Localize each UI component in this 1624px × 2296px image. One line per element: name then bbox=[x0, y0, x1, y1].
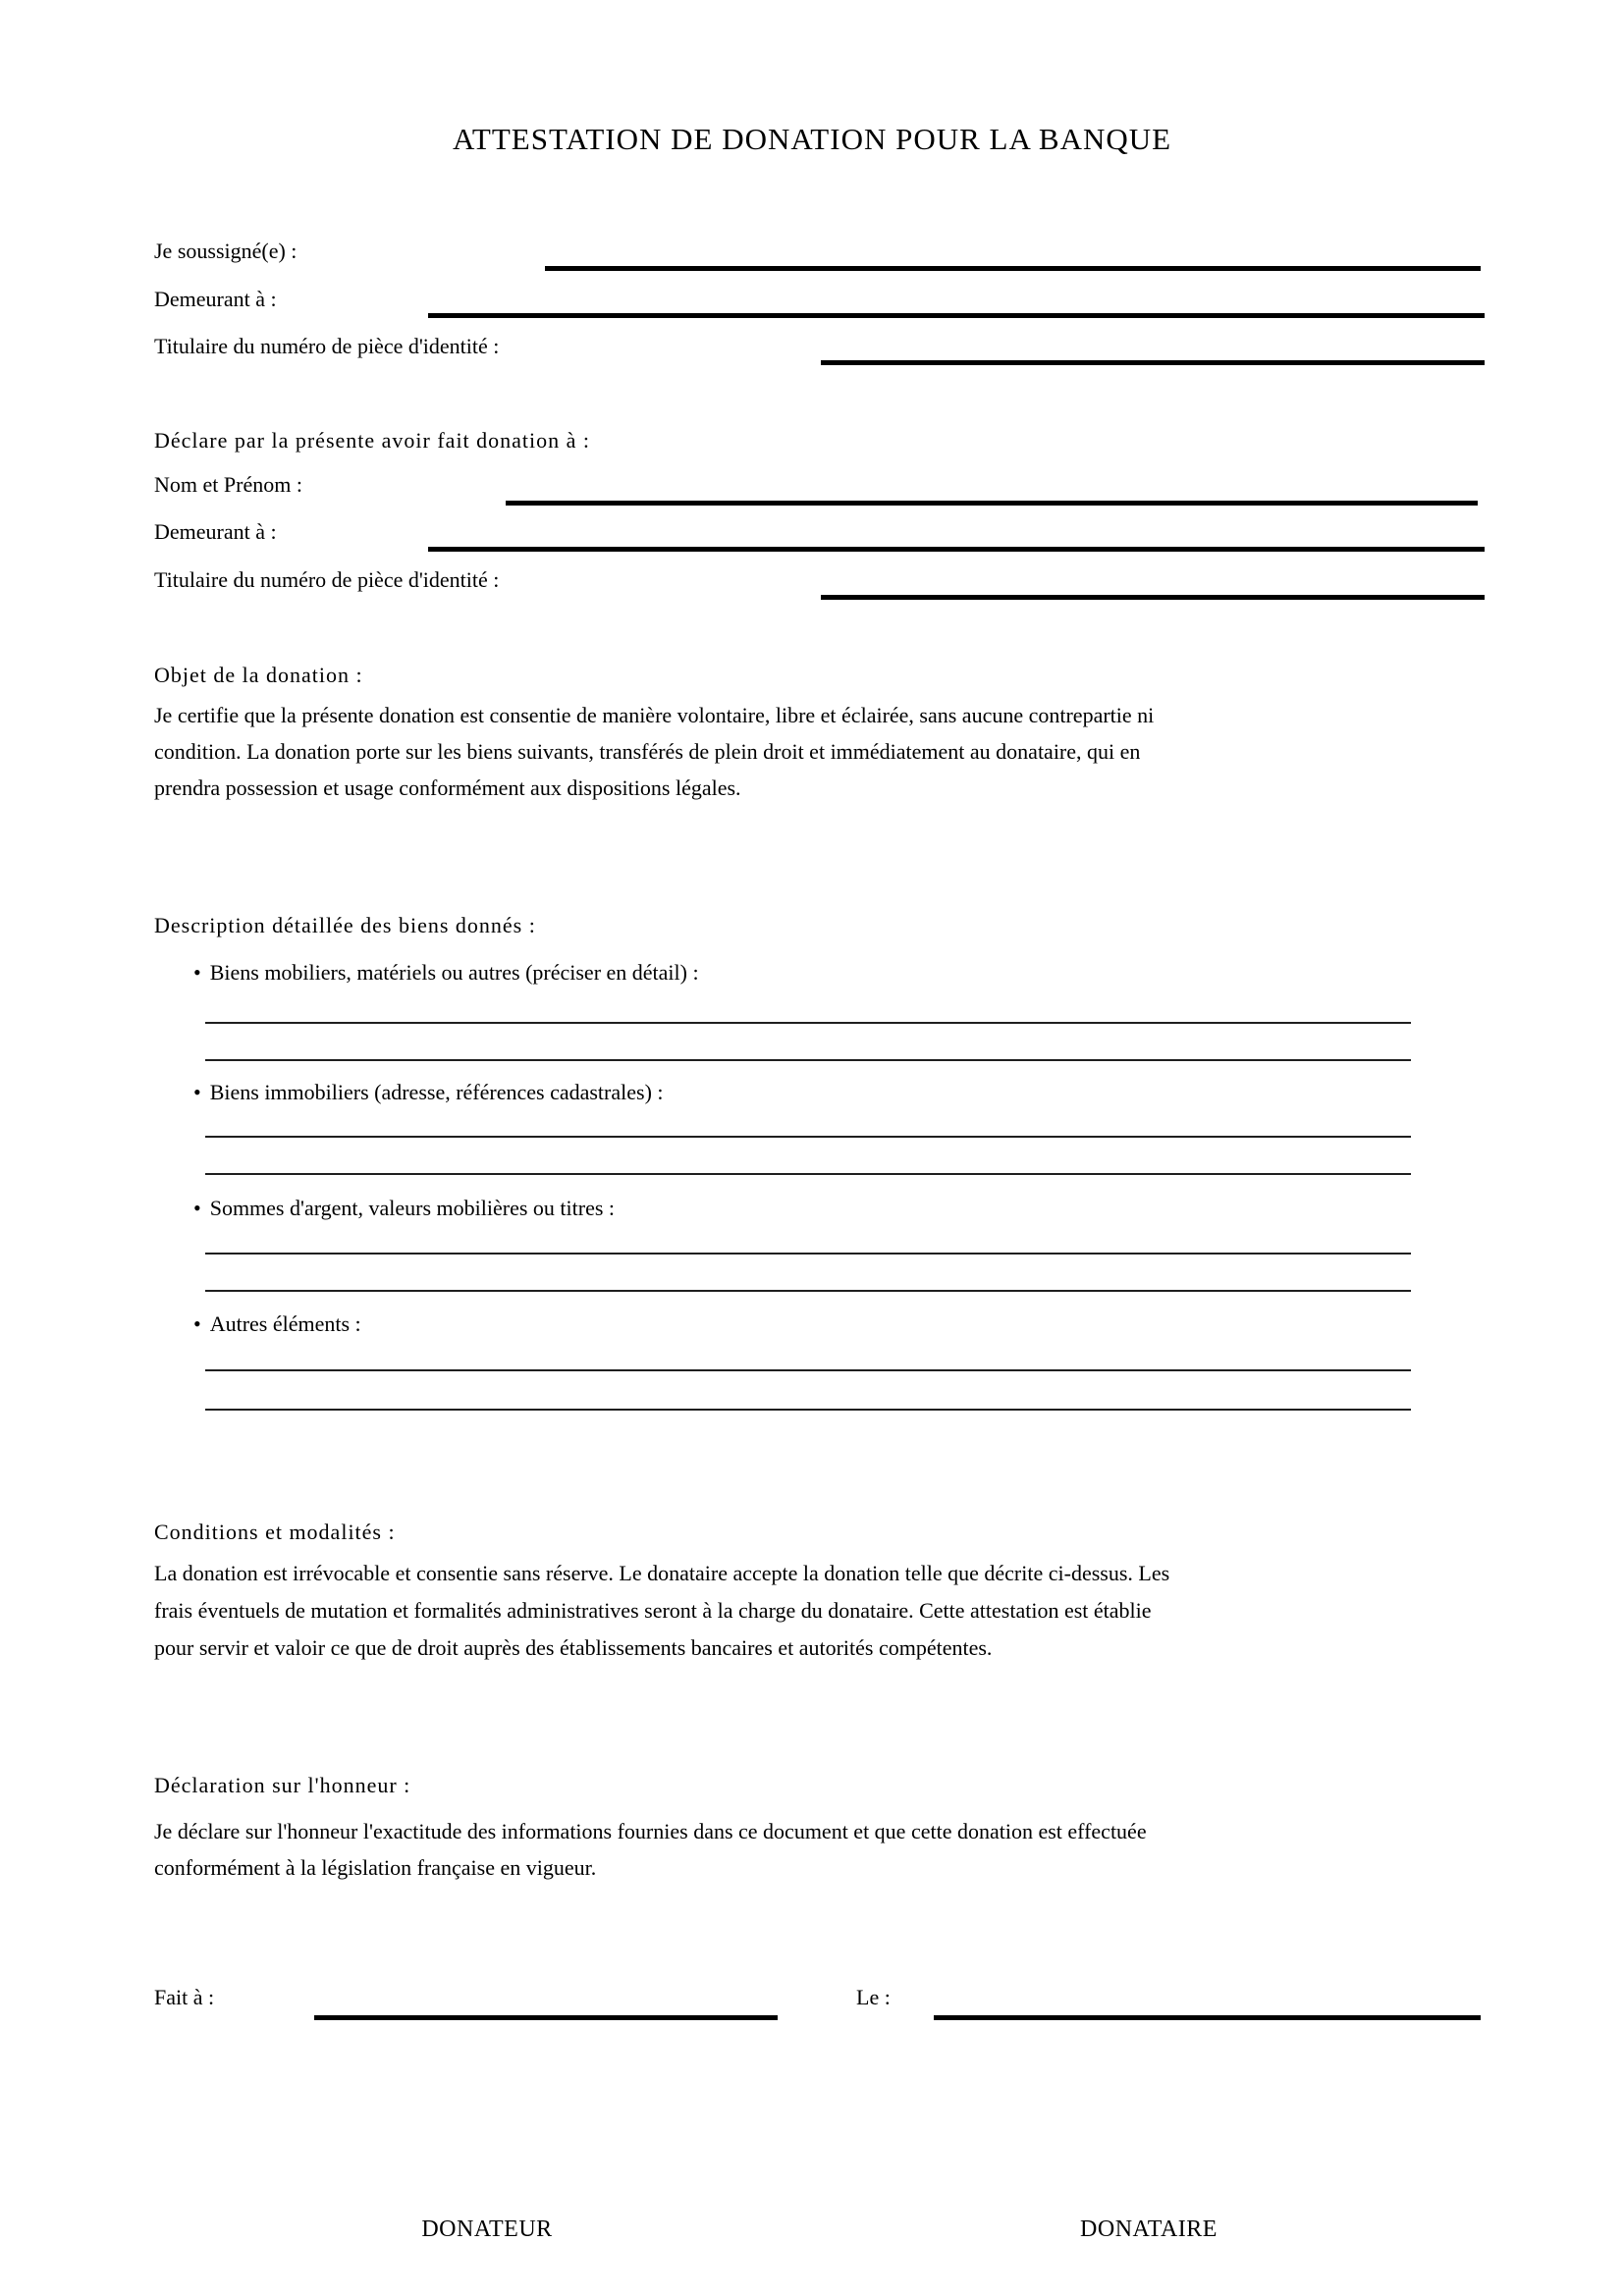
donee-name-line[interactable] bbox=[506, 501, 1478, 506]
donee-id-line[interactable] bbox=[821, 595, 1485, 600]
biens-immobiliers-write-line-2[interactable] bbox=[205, 1173, 1411, 1175]
donor-address-label: Demeurant à : bbox=[154, 287, 277, 311]
signature-caption-donateur: DONATEUR bbox=[421, 2216, 553, 2242]
autres-elements-write-line-1[interactable] bbox=[205, 1369, 1411, 1371]
description-heading: Description détaillée des biens donnés : bbox=[154, 913, 536, 937]
honor-paragraph-line: conformément à la législation française en vigueur. bbox=[154, 1855, 597, 1880]
autres-elements-write-line-2[interactable] bbox=[205, 1409, 1411, 1411]
donee-name-label: Nom et Prénom : bbox=[154, 472, 302, 497]
bullet-label: Biens mobiliers, matériels ou autres (préciser en détail) : bbox=[209, 960, 699, 985]
donor-address-line[interactable] bbox=[428, 313, 1485, 318]
bullet-icon: • bbox=[193, 960, 201, 985]
bullet-item-sommes-argent bbox=[193, 1196, 615, 1221]
le-label: Le : bbox=[856, 1985, 891, 2009]
object-paragraph-line: Je certifie que la présente donation est consentie de manière volontaire, libre et éclairée, sans aucune contrepartie ni bbox=[154, 703, 1155, 727]
bullet-item-biens-immobiliers bbox=[193, 1080, 664, 1105]
donor-id-label: Titulaire du numéro de pièce d'identité : bbox=[154, 334, 500, 358]
bullet-icon: • bbox=[193, 1196, 201, 1220]
object-paragraph-line: condition. La donation porte sur les biens suivants, transférés de plein droit et immédiatement au donataire, qui en bbox=[154, 739, 1141, 764]
donee-id-label: Titulaire du numéro de pièce d'identité : bbox=[154, 567, 500, 592]
honor-heading: Déclaration sur l'honneur : bbox=[154, 1773, 411, 1797]
bullet-item-autres-elements bbox=[193, 1311, 361, 1337]
biens-immobiliers-write-line-1[interactable] bbox=[205, 1136, 1411, 1138]
sommes-argent-write-line-1[interactable] bbox=[205, 1253, 1411, 1255]
object-paragraph-line: prendra possession et usage conformément aux dispositions légales. bbox=[154, 775, 741, 800]
bullet-label: Autres éléments : bbox=[209, 1311, 361, 1336]
biens-mobiliers-write-line-1[interactable] bbox=[205, 1022, 1411, 1024]
signature-caption-donataire: DONATAIRE bbox=[1080, 2216, 1218, 2242]
le-line[interactable] bbox=[934, 2015, 1481, 2020]
donor-soussigne-label: Je soussigné(e) : bbox=[154, 239, 298, 263]
page-title: ATTESTATION DE DONATION POUR LA BANQUE bbox=[452, 122, 1172, 156]
bullet-item-biens-mobiliers bbox=[193, 960, 699, 986]
donee-address-line[interactable] bbox=[428, 547, 1485, 552]
bullet-icon: • bbox=[193, 1311, 201, 1336]
conditions-heading: Conditions et modalités : bbox=[154, 1520, 396, 1544]
donee-address-label: Demeurant à : bbox=[154, 519, 277, 544]
fait-a-line[interactable] bbox=[314, 2015, 778, 2020]
bullet-label: Sommes d'argent, valeurs mobilières ou titres : bbox=[209, 1196, 616, 1220]
donor-soussigne-line[interactable] bbox=[545, 266, 1481, 271]
honor-paragraph-line: Je déclare sur l'honneur l'exactitude des informations fournies dans ce document et que cette donation est effectuée bbox=[154, 1819, 1147, 1843]
bullet-icon: • bbox=[193, 1080, 201, 1104]
conditions-paragraph-line: La donation est irrévocable et consentie sans réserve. Le donataire accepte la donation telle que décrite ci-dessus. Les bbox=[154, 1561, 1170, 1585]
bullet-label: Biens immobiliers (adresse, références cadastrales) : bbox=[209, 1080, 664, 1104]
sommes-argent-write-line-2[interactable] bbox=[205, 1290, 1411, 1292]
conditions-paragraph-line: frais éventuels de mutation et formalités administratives seront à la charge du donataire. Cette attestation est établie bbox=[154, 1598, 1152, 1623]
object-heading: Objet de la donation : bbox=[154, 663, 363, 687]
donor-id-line[interactable] bbox=[821, 360, 1485, 365]
conditions-paragraph-line: pour servir et valoir ce que de droit auprès des établissements bancaires et autorités compétentes. bbox=[154, 1635, 993, 1660]
donation-declaration-heading: Déclare par la présente avoir fait donation à : bbox=[154, 428, 591, 453]
fait-a-label: Fait à : bbox=[154, 1985, 215, 2009]
biens-mobiliers-write-line-2[interactable] bbox=[205, 1059, 1411, 1061]
